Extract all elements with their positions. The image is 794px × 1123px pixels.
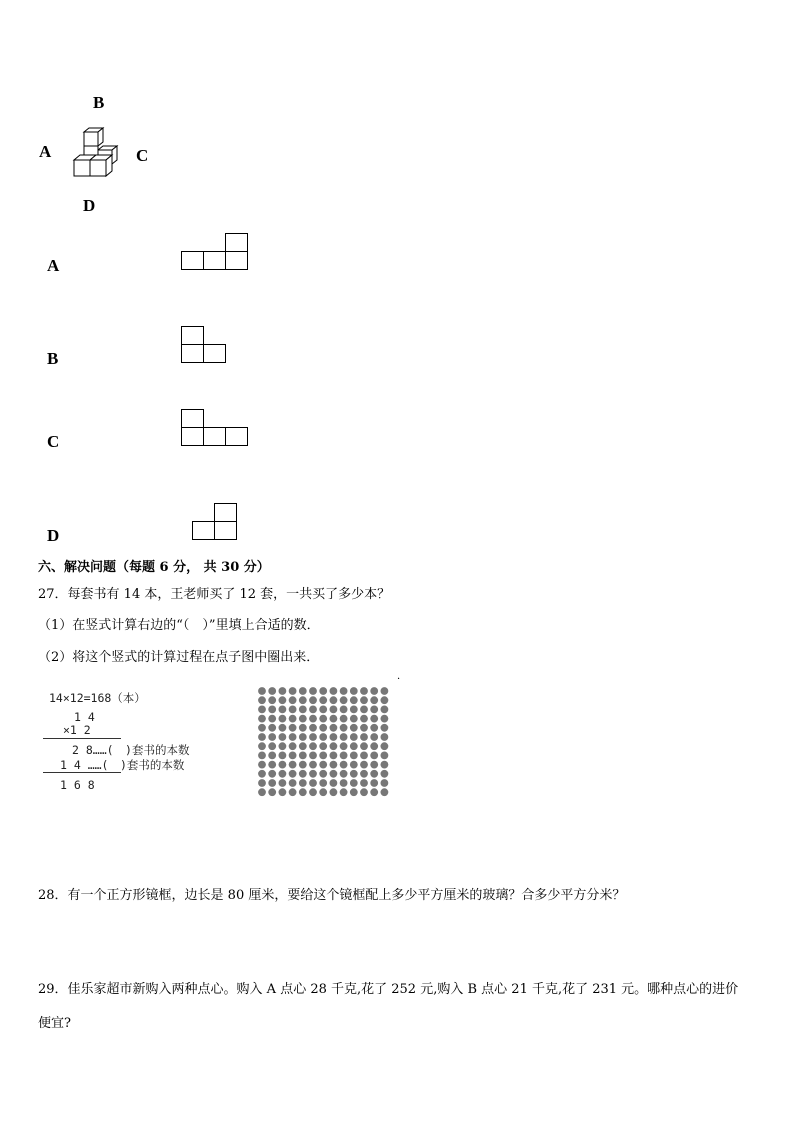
grid-dot: [370, 724, 378, 732]
calc-multiplicand: 1 4: [74, 710, 95, 724]
grid-dot: [279, 715, 287, 723]
grid-dot: [340, 752, 348, 760]
grid-dot: [279, 724, 287, 732]
grid-dot: [299, 733, 307, 741]
grid-dot: [381, 770, 389, 778]
grid-dot: [268, 761, 276, 769]
grid-dot: [370, 715, 378, 723]
grid-dot: [299, 696, 307, 704]
grid-dot: [289, 788, 297, 796]
grid-dot: [309, 742, 317, 750]
option-label: D: [47, 526, 60, 545]
square: [225, 251, 248, 270]
grid-dot: [268, 696, 276, 704]
question-27: 27．每套书有 14 本，王老师买了 12 套，一共买了多少本？: [38, 587, 391, 602]
grid-dot: [350, 687, 358, 695]
grid-dot: [258, 788, 266, 796]
grid-dot: [319, 696, 327, 704]
grid-dot: [340, 733, 348, 741]
grid-dot: [370, 742, 378, 750]
grid-dot: [330, 687, 338, 695]
grid-dot: [350, 742, 358, 750]
grid-dot: [360, 770, 368, 778]
grid-dot: [268, 724, 276, 732]
grid-dot: [319, 770, 327, 778]
question-28: 28．有一个正方形镜框，边长是 80 厘米，要给这个镜框配上多少平方厘米的玻璃？合多少平方分米？: [38, 888, 626, 903]
grid-dot: [330, 742, 338, 750]
grid-dot: [258, 761, 266, 769]
grid-dot: [330, 733, 338, 741]
grid-dot: [350, 733, 358, 741]
grid-dot: [381, 761, 389, 769]
grid-dot: [381, 733, 389, 741]
cube-label-d: D: [83, 196, 96, 215]
grid-dot: [350, 761, 358, 769]
grid-dot: [319, 752, 327, 760]
square: [225, 427, 248, 446]
grid-dot: [258, 696, 266, 704]
grid-dot: [360, 788, 368, 796]
option-label: C: [47, 432, 60, 451]
grid-dot: [330, 696, 338, 704]
grid-dot: [299, 715, 307, 723]
square: [203, 251, 226, 270]
square: [181, 326, 204, 345]
grid-dot: [258, 770, 266, 778]
calc-multiplier: ×1 2: [63, 723, 91, 737]
grid-dot: [299, 770, 307, 778]
square: [181, 344, 204, 363]
grid-dot: [370, 696, 378, 704]
grid-dot: [299, 752, 307, 760]
grid-dot: [279, 696, 287, 704]
cube-label-a: A: [39, 142, 52, 161]
grid-dot: [340, 706, 348, 714]
grid-dot: [279, 742, 287, 750]
grid-dot: [279, 788, 287, 796]
grid-dot: [289, 770, 297, 778]
grid-dot: [330, 715, 338, 723]
grid-dot: [319, 788, 327, 796]
grid-dot: [350, 724, 358, 732]
grid-dot: [360, 761, 368, 769]
grid-dot: [258, 715, 266, 723]
grid-dot: [289, 696, 297, 704]
grid-dot: [330, 761, 338, 769]
grid-dot: [381, 779, 389, 787]
grid-dot: [289, 779, 297, 787]
grid-dot: [279, 687, 287, 695]
grid-dot: [319, 761, 327, 769]
grid-dot: [258, 706, 266, 714]
square: [192, 521, 215, 540]
calc-equation: 14×12=168（本）: [49, 691, 146, 705]
calc-partial-2: 1 4 ……( )套书的本数: [60, 758, 185, 772]
grid-dot: [289, 733, 297, 741]
grid-dot: [319, 724, 327, 732]
grid-dot: [370, 788, 378, 796]
grid-dot: [299, 761, 307, 769]
grid-dot: [360, 724, 368, 732]
grid-dot: [340, 724, 348, 732]
grid-dot: [330, 752, 338, 760]
grid-dot: [258, 742, 266, 750]
grid-dot: [268, 706, 276, 714]
square: [214, 503, 237, 522]
grid-dot: [289, 687, 297, 695]
grid-dot: [350, 788, 358, 796]
square: [225, 233, 248, 252]
calc-product: 1 6 8: [60, 778, 95, 792]
grid-dot: [309, 779, 317, 787]
grid-dot: [299, 742, 307, 750]
question-29-line-1: 29．佳乐家超市新购入两种点心。购入 A 点心 28 千克,花了 252 元,购入 B 点心 21 千克,花了 231 元。哪种点心的进价: [38, 982, 739, 997]
calc-rule: [43, 738, 121, 739]
grid-dot: [309, 770, 317, 778]
grid-dot: [289, 706, 297, 714]
square: [181, 427, 204, 446]
grid-dot: [360, 779, 368, 787]
square: [181, 409, 204, 428]
grid-dot: [330, 779, 338, 787]
grid-dot: [381, 687, 389, 695]
grid-dot: [258, 687, 266, 695]
square: [203, 344, 226, 363]
grid-dot: [360, 706, 368, 714]
grid-dot: [319, 715, 327, 723]
grid-dot: [299, 706, 307, 714]
square: [181, 251, 204, 270]
grid-dot: [289, 752, 297, 760]
grid-dot: [268, 715, 276, 723]
grid-dot: [370, 770, 378, 778]
grid-dot: [309, 733, 317, 741]
grid-dot: [370, 779, 378, 787]
grid-dot: [258, 779, 266, 787]
grid-dot: [319, 733, 327, 741]
section-heading: 六、解决问题（每题 6 分， 共 30 分）: [38, 560, 270, 575]
grid-dot: [330, 770, 338, 778]
grid-dot: [279, 761, 287, 769]
grid-dot: [319, 706, 327, 714]
grid-dot: [299, 724, 307, 732]
calc-rule: [43, 772, 121, 773]
grid-dot: [309, 715, 317, 723]
grid-dot: [319, 742, 327, 750]
grid-dot: [279, 706, 287, 714]
grid-dot: [381, 715, 389, 723]
grid-dot: [330, 706, 338, 714]
grid-dot: [299, 788, 307, 796]
grid-dot: [350, 752, 358, 760]
grid-dot: [381, 742, 389, 750]
cube-stack-figure: [70, 126, 122, 180]
square: [214, 521, 237, 540]
grid-dot: [350, 770, 358, 778]
grid-dot: [299, 779, 307, 787]
grid-dot: [360, 733, 368, 741]
grid-dot: [289, 761, 297, 769]
option-label: A: [47, 256, 60, 275]
grid-dot: [340, 687, 348, 695]
grid-dot: [350, 696, 358, 704]
grid-dot: [350, 779, 358, 787]
grid-dot: [289, 742, 297, 750]
question-29-line-2: 便宜?: [38, 1016, 71, 1031]
grid-dot: [268, 687, 276, 695]
grid-dot: [381, 752, 389, 760]
grid-dot: [340, 779, 348, 787]
grid-dot: [268, 779, 276, 787]
option-label: B: [47, 349, 59, 368]
calc-partial-1: 2 8……( )套书的本数: [72, 743, 190, 757]
grid-dot: [279, 752, 287, 760]
grid-dot: [370, 752, 378, 760]
stray-mark: ·: [397, 674, 401, 685]
grid-dot: [330, 724, 338, 732]
grid-dot: [268, 788, 276, 796]
question-27-part-2: （2）将这个竖式的计算过程在点子图中圈出来．: [38, 650, 320, 665]
grid-dot: [268, 742, 276, 750]
dot-grid[interactable]: [256, 686, 396, 801]
cube-label-b: B: [93, 93, 105, 112]
grid-dot: [330, 788, 338, 796]
grid-dot: [309, 696, 317, 704]
grid-dot: [258, 733, 266, 741]
grid-dot: [340, 696, 348, 704]
grid-dot: [340, 761, 348, 769]
grid-dot: [360, 687, 368, 695]
grid-dot: [319, 779, 327, 787]
grid-dot: [309, 687, 317, 695]
grid-dot: [370, 761, 378, 769]
cube-label-c: C: [136, 146, 149, 165]
grid-dot: [279, 770, 287, 778]
grid-dot: [309, 706, 317, 714]
grid-dot: [381, 696, 389, 704]
grid-dot: [268, 733, 276, 741]
grid-dot: [370, 733, 378, 741]
question-27-part-1: （1）在竖式计算右边的“（ ）”里填上合适的数．: [38, 618, 320, 633]
grid-dot: [360, 696, 368, 704]
grid-dot: [340, 770, 348, 778]
grid-dot: [340, 742, 348, 750]
grid-dot: [370, 687, 378, 695]
square: [203, 427, 226, 446]
grid-dot: [268, 752, 276, 760]
grid-dot: [340, 788, 348, 796]
grid-dot: [309, 788, 317, 796]
grid-dot: [381, 788, 389, 796]
grid-dot: [381, 706, 389, 714]
grid-dot: [381, 724, 389, 732]
grid-dot: [279, 733, 287, 741]
grid-dot: [299, 687, 307, 695]
grid-dot: [279, 779, 287, 787]
grid-dot: [319, 687, 327, 695]
grid-dot: [350, 706, 358, 714]
grid-dot: [289, 724, 297, 732]
grid-dot: [309, 761, 317, 769]
grid-dot: [360, 742, 368, 750]
grid-dot: [340, 715, 348, 723]
grid-dot: [268, 770, 276, 778]
grid-dot: [258, 752, 266, 760]
grid-dot: [360, 752, 368, 760]
grid-dot: [309, 752, 317, 760]
grid-dot: [360, 715, 368, 723]
grid-dot: [350, 715, 358, 723]
grid-dot: [309, 724, 317, 732]
grid-dot: [258, 724, 266, 732]
grid-dot: [289, 715, 297, 723]
grid-dot: [370, 706, 378, 714]
